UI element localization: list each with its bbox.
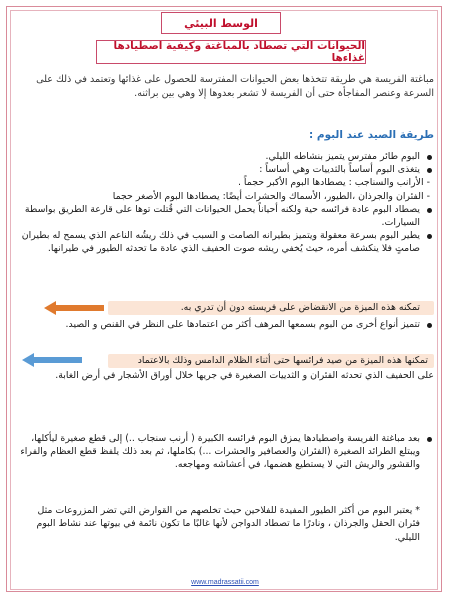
hearing-owl-list — [18, 318, 434, 331]
bullet-icon — [427, 234, 432, 239]
list-item: يتغذى البوم أساساً بالثدييات وهي أساساً : — [18, 163, 434, 176]
highlight-box-1: تمكنه هذه الميزة من الانقضاض على فريسته دون أن تدري به. — [108, 301, 434, 315]
bullet-icon — [427, 168, 432, 173]
hearing-paragraph: على الحفيف الذي تحدثه الفئران و الثدييات الصغيرة في جريها خلال أوراق الأشجار في أرض الغابة. — [55, 370, 434, 381]
bullet-icon — [427, 437, 432, 442]
owl-facts-list — [18, 150, 434, 256]
page-title: الحيوانات التي تصطاد بالمباغتة وكيفية اصطيادها غذاءها — [96, 40, 366, 64]
section-title: طريقة الصيد عند البوم : — [309, 129, 434, 141]
list-item: يصطاد البوم عادة فرائسه حية ولكنه أحياناً يحمل الحيوانات التي قُتلت توها على قارعة الطريق بواسطة السيارات. — [18, 203, 434, 229]
list-item: البوم طائر مفترس يتميز بنشاطه الليلي. — [18, 150, 434, 163]
note-paragraph: * يعتبر البوم من أكثر الطيور المفيدة للفلاحين حيث تخلصهم من القوارض التي تضر المزروعات مثل فئران الحقل والجرذان ، ونادرًا ما تصطاد الدواجن لأنها غالبًا ما تكون نائمة في بيوتها عند نشاط البوم الليلي. — [36, 505, 420, 543]
list-item: تتميز أنواع أخرى من البوم بسمعها المرهف أكثر من اعتمادها على النظر في القنص و الصيد. — [18, 318, 434, 331]
footer-link[interactable]: www.madrassatii.com — [191, 579, 259, 586]
list-item: - الفئران والجرذان ،الطيور، الأسماك والحشرات أيضًا: يصطادها البوم الأصغر حجما — [112, 190, 430, 202]
header-label: الوسط البيئي — [161, 12, 281, 34]
list-item: - الأرانب والسناجب : يصطادها البوم الأكبر حجماً . — [237, 177, 430, 189]
bullet-icon — [427, 208, 432, 213]
list-item: يطير البوم بسرعة معقولة ويتميز بطيرانه الصامت و السبب في ذلك ريشُه الناعم الذي يسمح له بطيران صامتٍ فلا ينكشف أمره، حيث يُخفي ريشه صوت الحفيف الذي عادة ما تحدثه الطيور في طيرانها. — [18, 229, 434, 255]
bullet-icon — [427, 155, 432, 160]
highlight-box-2: تمكنها هذه الميزة من صيد فرائسها حتى أثناء الظلام الدامس وذلك بالاعتماد — [108, 354, 434, 368]
intro-paragraph: مباغتة الفريسة هي طريقة تتخذها بعض الحيوانات المفترسة للحصول على غذائها وتعتمد في ذلك على السرعة وعنصر المفاجأة حتى أن الفريسة لا تشعر بعدوها إلا وهي بين براثنه. — [36, 74, 434, 99]
orange-arrow-icon — [44, 300, 104, 316]
list-item: بعد مباغتة الفريسة واصطيادها يمزق البوم فرائسه الكبيرة ( أرنب سنجاب ..) إلى قطع صغيرة ليأكلها، ويبتلع الطرائد الصغيرة (الفئران والعصافير والحشرات ...) بكاملها، ثم بعد ذلك يلفظ قطع العظام والفراء والقشور والريش التي لا يستطيع هضمها، في أعشاشه ومهاجعه. — [18, 432, 434, 472]
blue-arrow-icon — [22, 352, 82, 368]
bullet-icon — [427, 323, 432, 328]
eating-list — [18, 432, 434, 472]
